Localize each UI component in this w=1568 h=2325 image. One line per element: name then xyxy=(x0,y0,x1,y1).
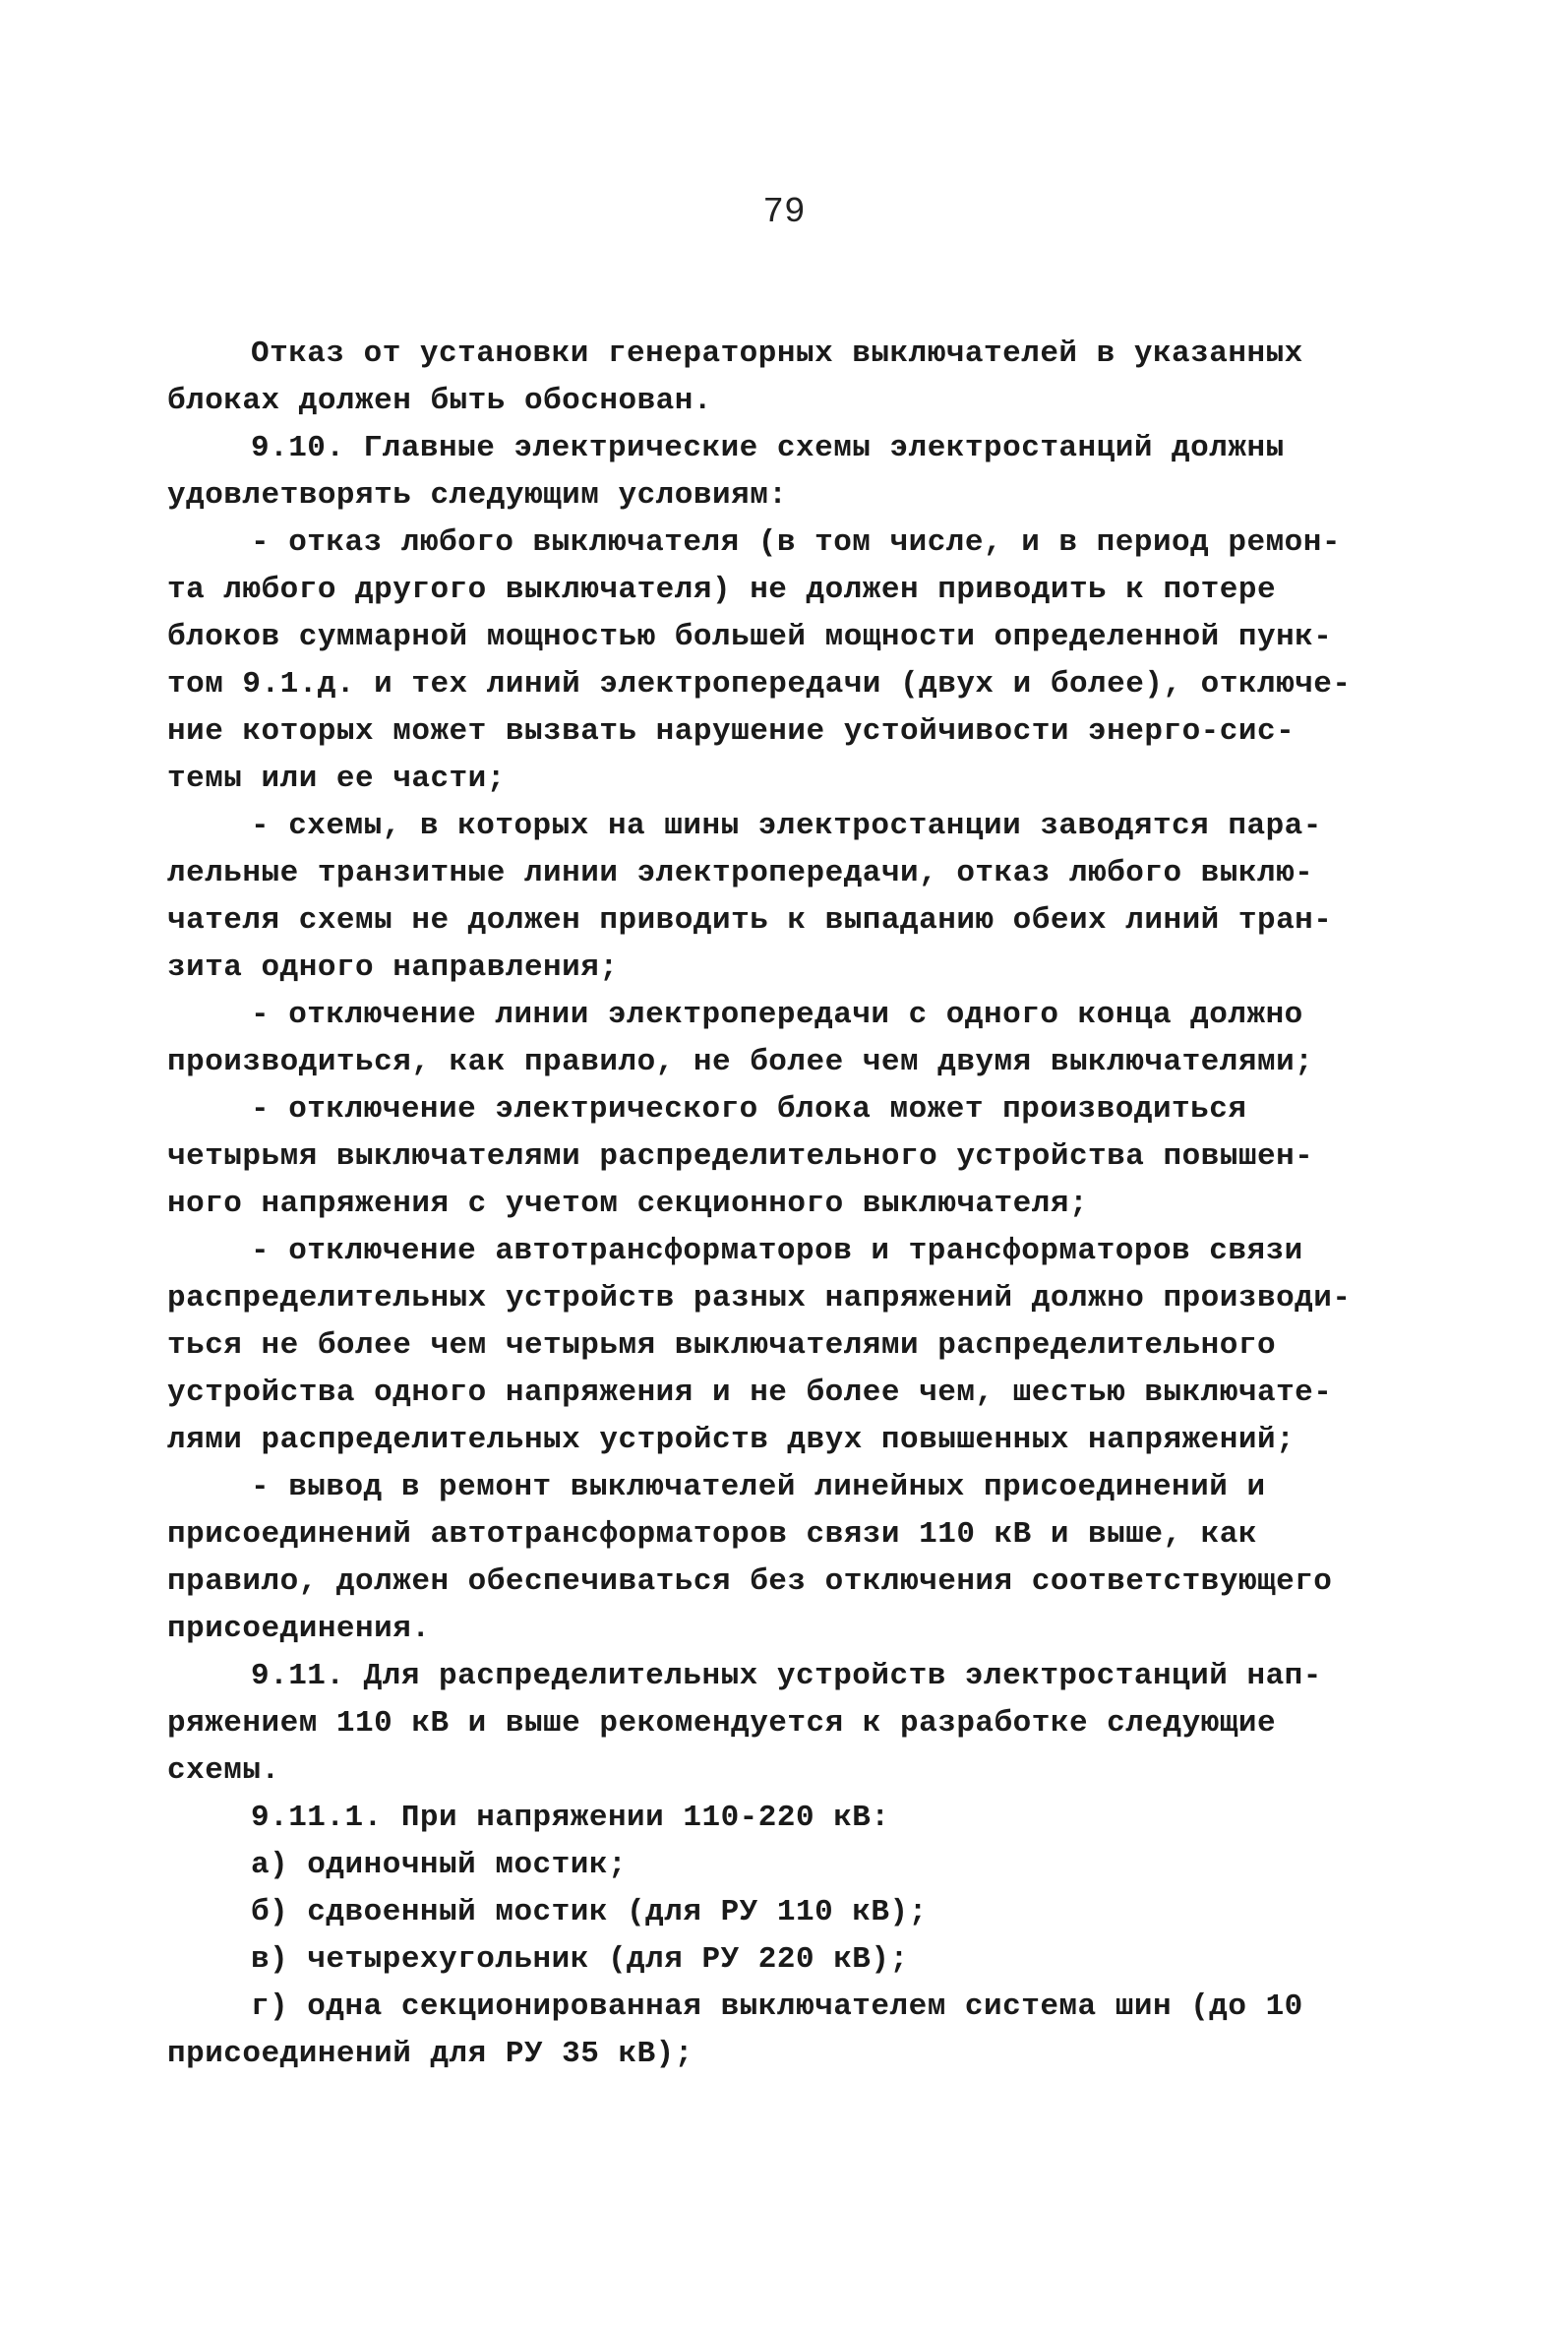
text-line: четырьмя выключателями распределительного устройства повышен- xyxy=(167,1139,1314,1174)
page-number: 79 xyxy=(762,192,806,232)
text-line: 9.10. Главные электрические схемы электростанций должны xyxy=(251,431,1285,465)
text-line: присоединения. xyxy=(167,1612,431,1646)
body-text xyxy=(0,331,1568,2078)
text-line: зита одного направления; xyxy=(167,950,619,985)
text-line: Отказ от установки генераторных выключателей в указанных xyxy=(251,337,1303,371)
text-line: блоках должен быть обоснован. xyxy=(167,384,712,418)
text-line: б) сдвоенный мостик (для РУ 110 кВ); xyxy=(251,1895,928,1929)
text-line: присоединений автотрансформаторов связи 110 кВ и выше, как xyxy=(167,1517,1257,1552)
text-line: ться не более чем четырьмя выключателями распределительного xyxy=(167,1328,1277,1363)
text-line: чателя схемы не должен приводить к выпаданию обеих линий тран- xyxy=(167,903,1333,938)
text-line: удовлетворять следующим условиям: xyxy=(167,478,788,513)
text-line: том 9.1.д. и тех линий электропередачи (двух и более), отключе- xyxy=(167,667,1352,702)
text-line: лями распределительных устройств двух повышенных напряжений; xyxy=(167,1423,1296,1457)
text-line: - отказ любого выключателя (в том числе, и в период ремон- xyxy=(251,525,1341,560)
text-line: темы или ее части; xyxy=(167,762,506,796)
text-line: ряжением 110 кВ и выше рекомендуется к разработке следующие xyxy=(167,1706,1277,1741)
text-line: - отключение автотрансформаторов и трансформаторов связи xyxy=(251,1234,1303,1268)
text-line: та любого другого выключателя) не должен приводить к потере xyxy=(167,573,1277,607)
text-line: ного напряжения с учетом секционного выключателя; xyxy=(167,1187,1089,1221)
text-line: - вывод в ремонт выключателей линейных присоединений и xyxy=(251,1470,1266,1504)
text-line: лельные транзитные линии электропередачи, отказ любого выклю- xyxy=(167,856,1314,890)
text-line: - отключение электрического блока может производиться xyxy=(251,1092,1247,1127)
text-line: ние которых может вызвать нарушение устойчивости энерго-сис- xyxy=(167,714,1296,749)
text-line: г) одна секционированная выключателем система шин (до 10 xyxy=(251,1989,1303,2024)
text-line: 9.11.1. При напряжении 110-220 кВ: xyxy=(251,1801,890,1835)
text-line: распределительных устройств разных напряжений должно производи- xyxy=(167,1281,1352,1315)
text-line: - схемы, в которых на шины электростанции заводятся пара- xyxy=(251,809,1322,843)
text-line: устройства одного напряжения и не более чем, шестью выключате- xyxy=(167,1376,1333,1410)
text-line: правило, должен обеспечиваться без отключения соответствующего xyxy=(167,1564,1333,1599)
text-line: 9.11. Для распределительных устройств электростанций нап- xyxy=(251,1659,1322,1693)
text-line: - отключение линии электропередачи с одного конца должно xyxy=(251,998,1303,1032)
text-line: блоков суммарной мощностью большей мощности определенной пунк- xyxy=(167,620,1333,654)
text-line: схемы. xyxy=(167,1753,280,1788)
text-line: производиться, как правило, не более чем двумя выключателями; xyxy=(167,1045,1314,1079)
text-line: присоединений для РУ 35 кВ); xyxy=(167,2037,694,2071)
text-line: в) четырехугольник (для РУ 220 кВ); xyxy=(251,1942,909,1977)
text-line: а) одиночный мостик; xyxy=(251,1848,628,1882)
